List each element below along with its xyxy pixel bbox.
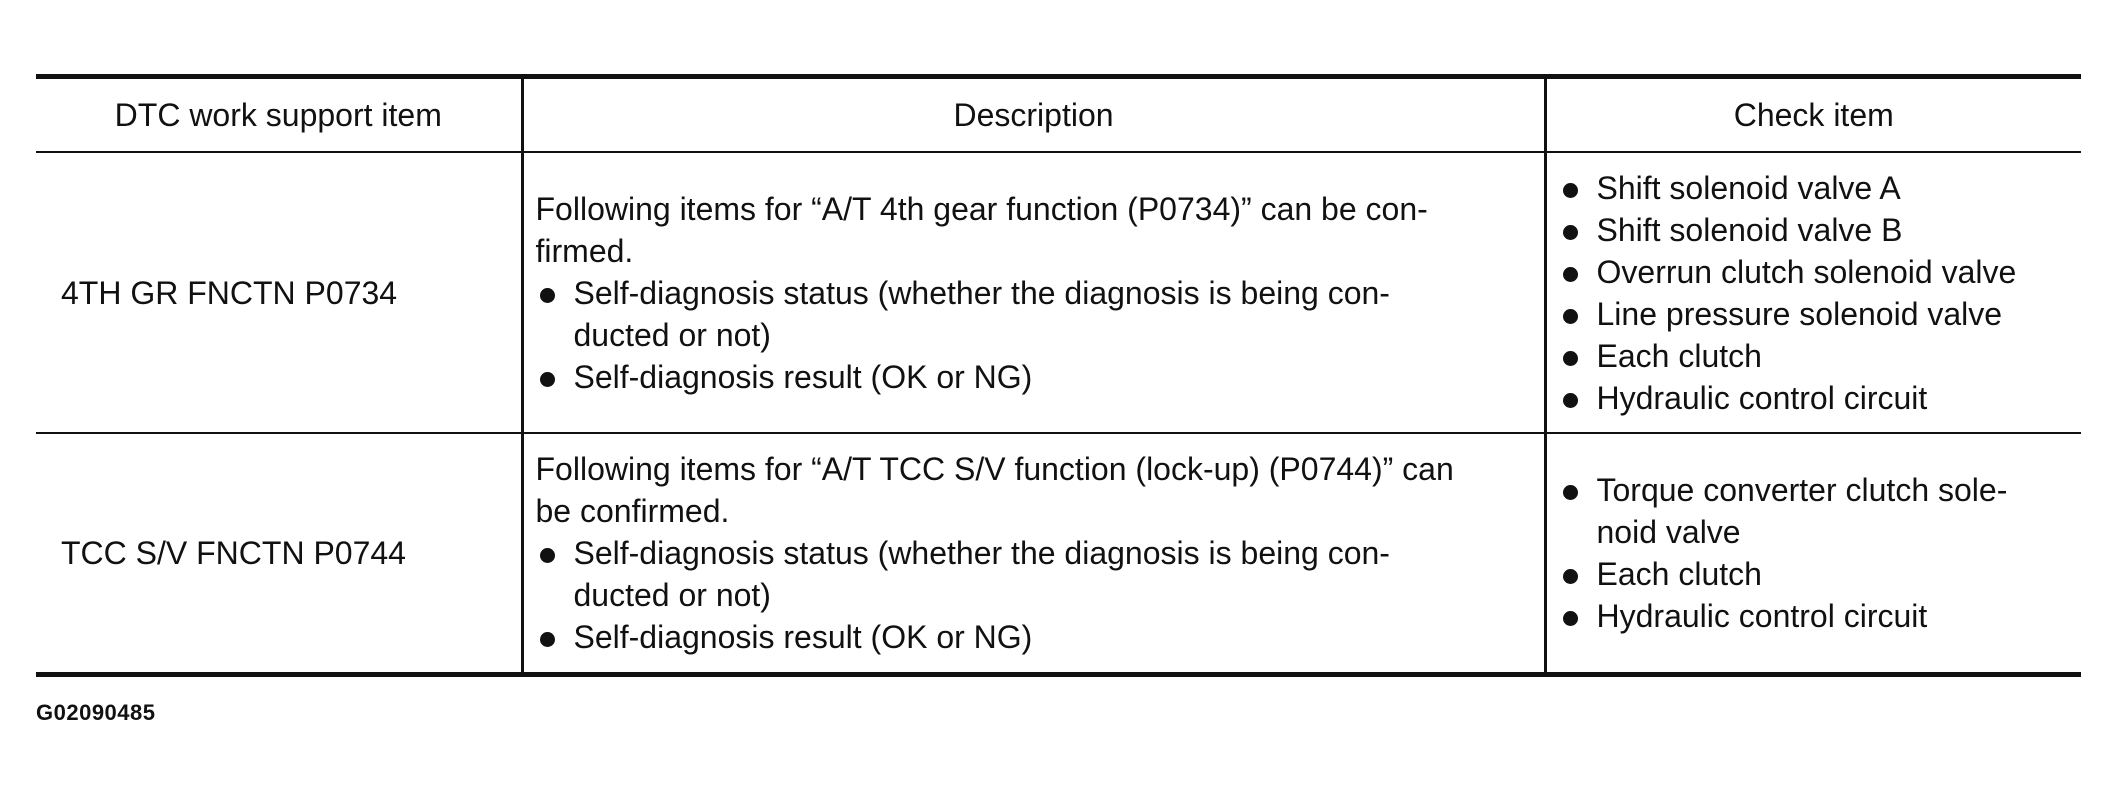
check-item (1559, 209, 2074, 251)
bullet-line: Self-diagnosis result (OK or NG) (573, 358, 1033, 395)
check-item-line: Torque converter clutch sole- (1596, 472, 2008, 508)
bullet-line: ducted or not) (573, 316, 771, 353)
check-item-line: Each clutch (1596, 556, 1762, 592)
check-item-list (1559, 167, 2074, 419)
work-support-item-cell: TCC S/V FNCTN P0744 (36, 433, 522, 675)
check-item (1559, 595, 2074, 637)
description-cell (522, 433, 1545, 675)
header-check-item: Check item (1545, 77, 2081, 153)
description-bullet-item (536, 272, 1534, 356)
work-support-item-cell: 4TH GR FNCTN P0734 (36, 152, 522, 433)
check-item-line: noid valve (1596, 514, 1741, 550)
check-item (1559, 293, 2074, 335)
check-item (1559, 377, 2074, 419)
check-item (1559, 251, 2074, 293)
dtc-work-support-table (36, 74, 2081, 677)
check-item (1559, 469, 2074, 553)
description-cell (522, 152, 1545, 433)
bullet-line: Self-diagnosis result (OK or NG) (573, 619, 1033, 655)
check-item-line: Shift solenoid valve A (1596, 169, 1901, 206)
description-line: Following items for “A/T TCC S/V function (lock-up) (P0744)” can (535, 451, 1454, 487)
description-bullet-item (536, 356, 1534, 398)
check-item-line: Overrun clutch solenoid valve (1596, 253, 2017, 290)
check-item-line: Shift solenoid valve B (1596, 211, 1903, 248)
figure-code: G02090485 (36, 700, 156, 725)
description-line: firmed. (535, 232, 634, 269)
description-bullet-list (536, 272, 1534, 398)
description-line: be confirmed. (535, 493, 730, 529)
check-item-line: Hydraulic control circuit (1596, 598, 1928, 634)
table-row (36, 152, 2081, 433)
check-item-line: Each clutch (1596, 337, 1762, 374)
description-bullet-item (536, 532, 1534, 616)
description-paragraph (536, 448, 1534, 532)
check-item (1559, 335, 2074, 377)
check-item-cell (1545, 433, 2081, 675)
check-item-list (1559, 469, 2074, 637)
bullet-line: Self-diagnosis status (whether the diagnosis is being con- (573, 535, 1390, 571)
header-dtc-work-support-item: DTC work support item (36, 77, 522, 153)
bullet-line: ducted or not) (573, 577, 771, 613)
check-item-cell (1545, 152, 2081, 433)
header-row (36, 77, 2081, 153)
description-bullet-list (536, 532, 1534, 658)
description-bullet-item (536, 616, 1534, 658)
header-description: Description (522, 77, 1545, 153)
bullet-line: Self-diagnosis status (whether the diagnosis is being con- (573, 274, 1390, 311)
description-line: Following items for “A/T 4th gear function (P0734)” can be con- (535, 190, 1428, 227)
check-item-line: Line pressure solenoid valve (1596, 295, 2003, 332)
table-row (36, 433, 2081, 675)
description-paragraph (536, 188, 1534, 272)
check-item-line: Hydraulic control circuit (1596, 379, 1928, 416)
check-item (1559, 553, 2074, 595)
check-item (1559, 167, 2074, 209)
